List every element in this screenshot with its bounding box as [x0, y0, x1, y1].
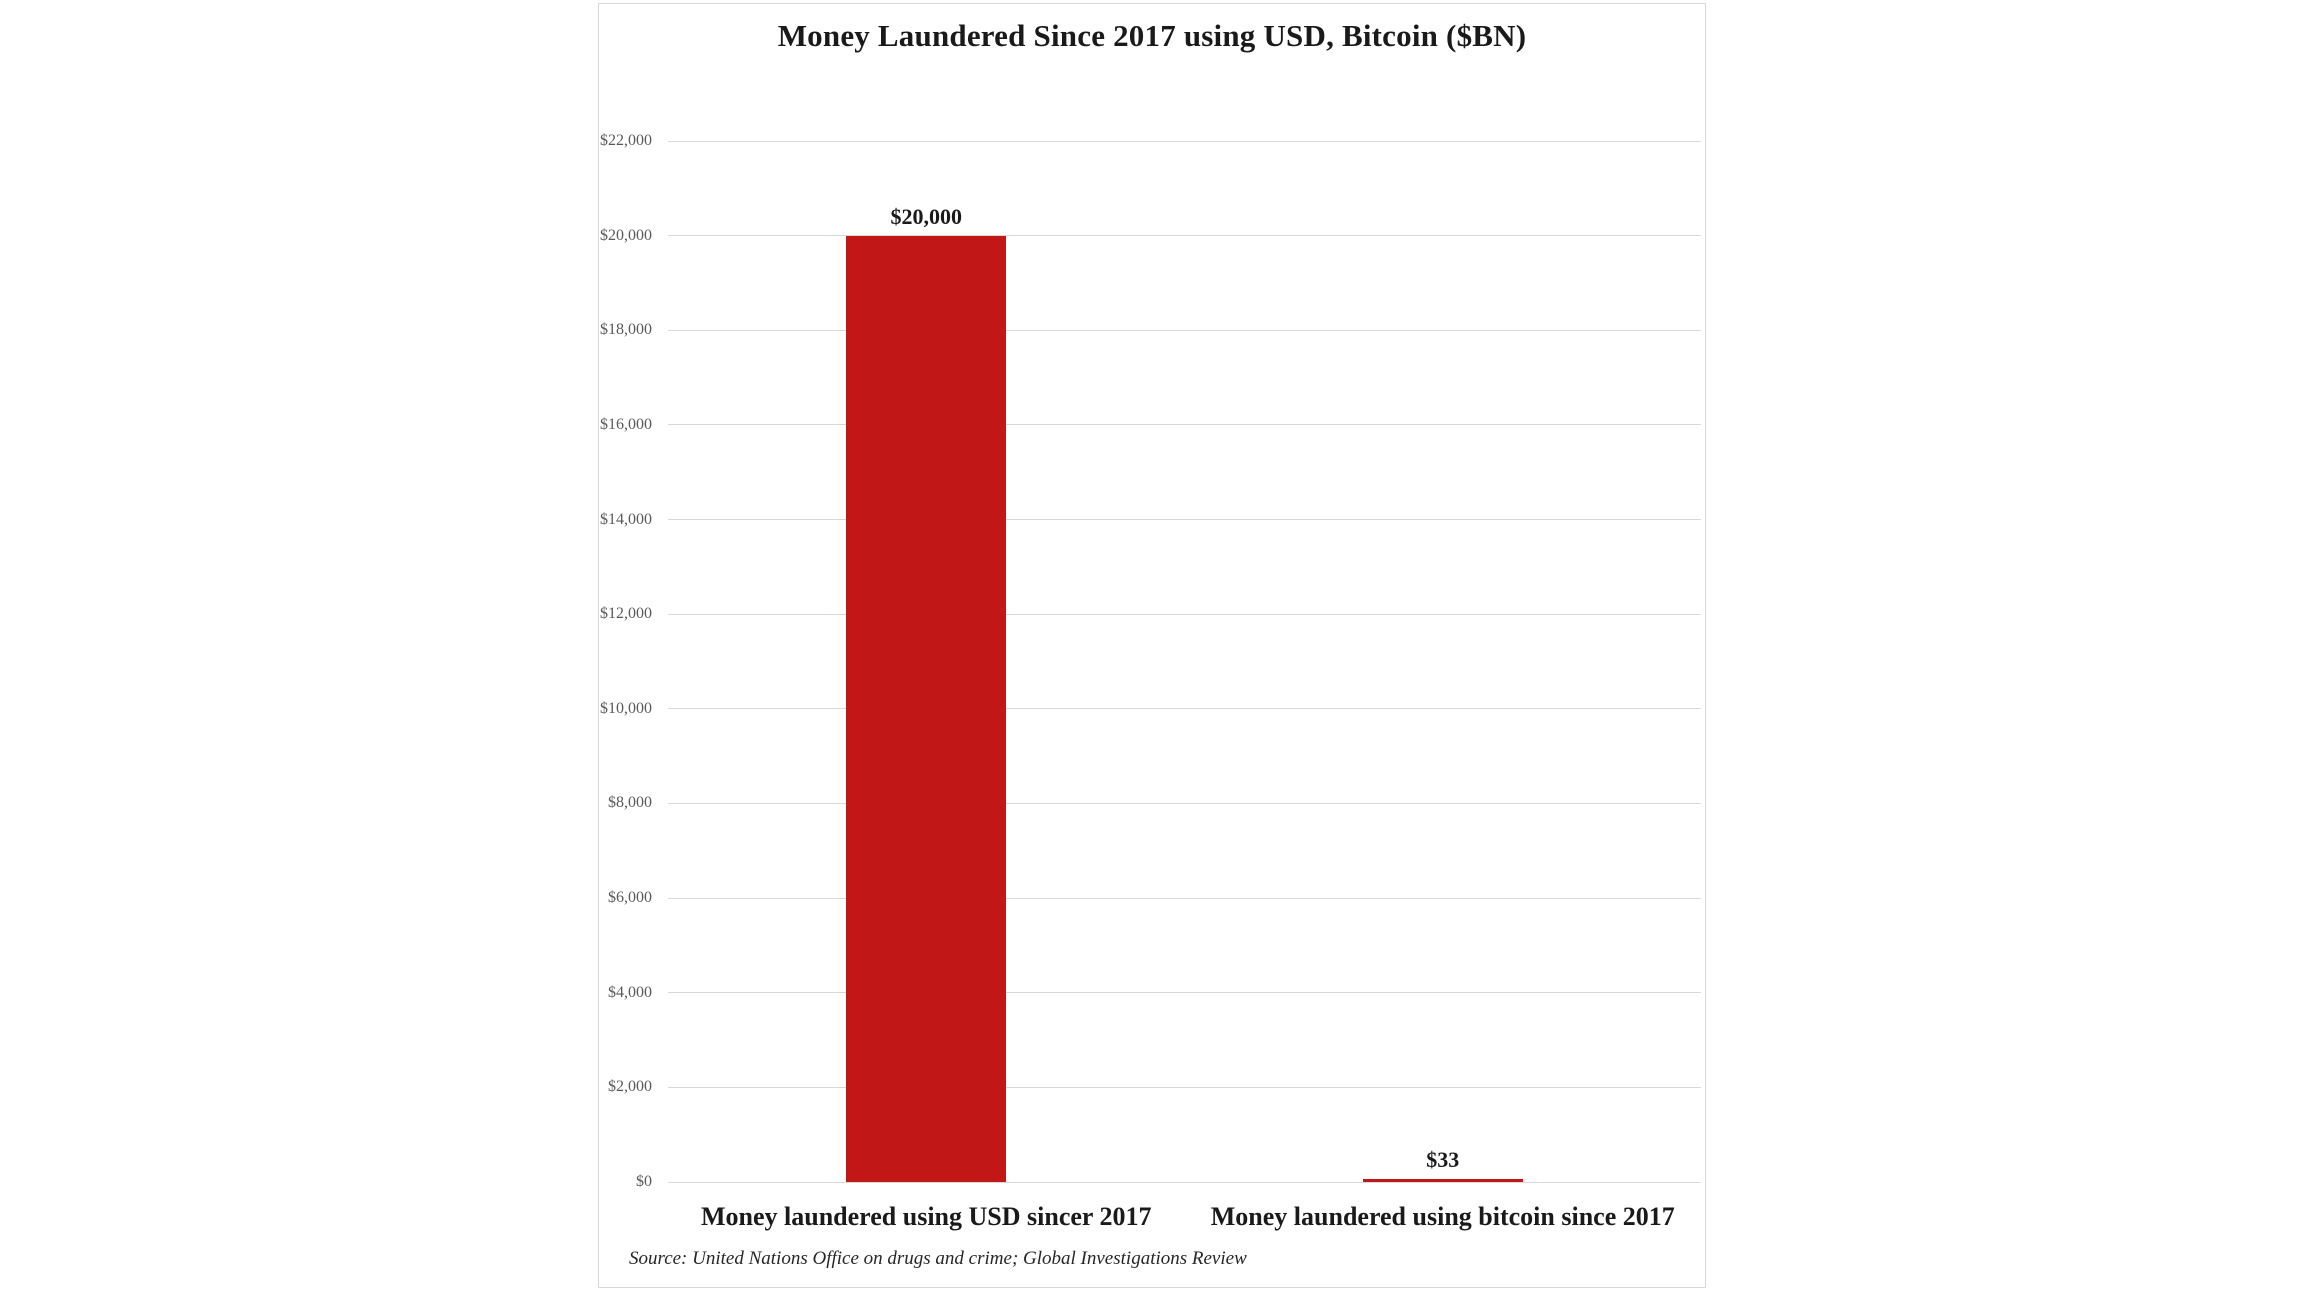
- gridline: [668, 235, 1701, 236]
- x-category-label: Money laundered using bitcoin since 2017: [1210, 1202, 1675, 1231]
- gridline: [668, 519, 1701, 520]
- chart-title: Money Laundered Since 2017 using USD, Bitcoin ($BN): [777, 18, 1527, 53]
- y-tick-label: $18,000: [600, 321, 652, 339]
- gridline: [668, 614, 1701, 615]
- gridline: [668, 424, 1701, 425]
- y-tick-label: $4,000: [608, 983, 652, 1001]
- gridline: [668, 992, 1701, 993]
- y-tick-label: $10,000: [600, 699, 652, 717]
- gridline: [668, 708, 1701, 709]
- y-tick-label: $16,000: [600, 415, 652, 433]
- gridline: [668, 803, 1701, 804]
- y-tick-label: $14,000: [600, 510, 652, 528]
- bar-value-label: $20,000: [890, 203, 962, 229]
- chart-panel: [598, 3, 1706, 1288]
- x-category-label: Money laundered using USD sincer 2017: [701, 1202, 1152, 1231]
- y-tick-label: $2,000: [608, 1078, 652, 1096]
- gridline: [668, 1182, 1701, 1183]
- bar-bitcoin: [1363, 1179, 1523, 1182]
- y-tick-label: $20,000: [600, 226, 652, 244]
- gridline: [668, 141, 1701, 142]
- y-tick-label: $12,000: [600, 605, 652, 623]
- bar-usd: [846, 236, 1006, 1182]
- y-tick-label: $8,000: [608, 794, 652, 812]
- y-tick-label: $22,000: [600, 132, 652, 149]
- y-tick-label: $0: [636, 1173, 652, 1190]
- y-tick-label: $6,000: [608, 889, 652, 907]
- gridline: [668, 898, 1701, 899]
- bar-value-label: $33: [1426, 1147, 1460, 1172]
- gridline: [668, 330, 1701, 331]
- source-note: Source: United Nations Office on drugs and crime; Global Investigations Review: [629, 1248, 1247, 1269]
- gridline: [668, 1087, 1701, 1088]
- plot-area: [600, 132, 1701, 1231]
